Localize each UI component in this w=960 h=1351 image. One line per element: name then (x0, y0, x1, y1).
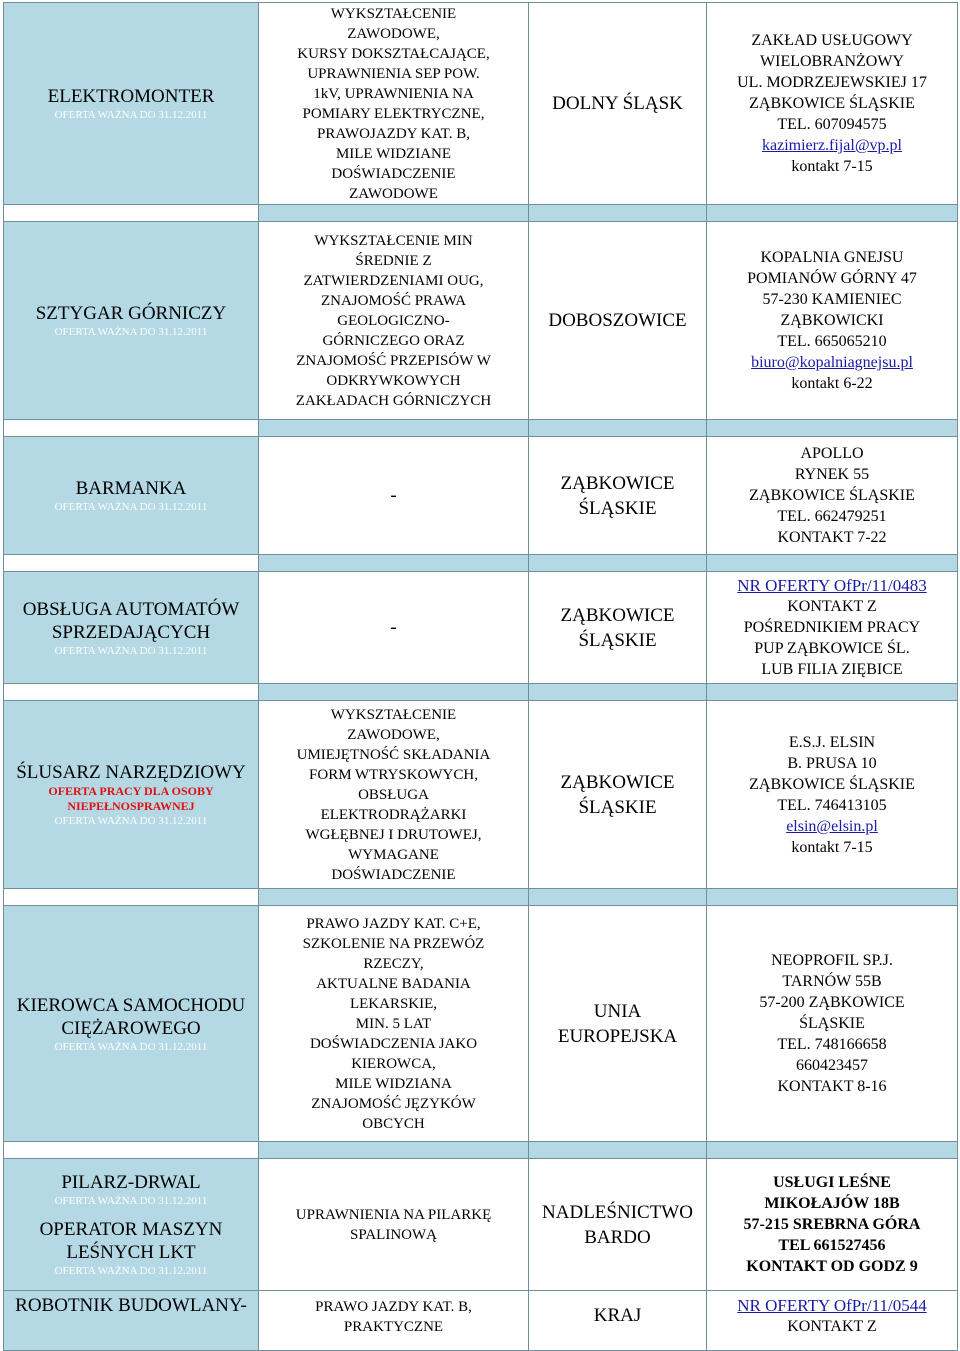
job-title-secondary: OPERATOR MASZYN LEŚNYCH LKT (39, 1219, 223, 1263)
requirement-line: DOŚWIADCZENIA JAKO (309, 1035, 478, 1052)
contact-line: KONTAKT Z (787, 1318, 877, 1335)
requirement-line: MILE WIDZIANA (335, 1075, 452, 1092)
requirement-line: MIN. 5 LAT (355, 1015, 432, 1032)
table-row (4, 1291, 958, 1351)
table-row (4, 701, 958, 889)
requirement-line: KURSY DOKSZTAŁCAJĄCE, (297, 45, 490, 62)
validity-note: OFERTA WAŻNA DO 31.12.2011 (54, 644, 208, 657)
job-title: SZTYGAR GÓRNICZY (35, 303, 227, 324)
place-cell: DOBOSZOWICE (529, 222, 707, 420)
contact-line: TARNÓW 55B (782, 973, 882, 990)
validity-note: OFERTA WAŻNA DO 31.12.2011 (54, 1265, 208, 1277)
contact-line: KONTAKT Z (787, 598, 877, 615)
validity-note: OFERTA WAŻNA DO 31.12.2011 (54, 1195, 208, 1207)
contact-line: ZĄBKOWICE ŚLĄSKIE (749, 775, 915, 793)
requirements-cell (259, 906, 529, 1142)
requirement-line: DOŚWIADCZENIE (331, 866, 456, 883)
table-row (4, 906, 958, 1142)
contact-cell (707, 906, 958, 1142)
offer-number-link[interactable]: NR OFERTY OfPr/11/0544 (737, 1296, 927, 1315)
validity-note: OFERTA WAŻNA DO 31.12.2011 (54, 326, 208, 338)
contact-cell (707, 1159, 958, 1291)
requirement-line: WYKSZTAŁCENIE MIN (314, 232, 473, 249)
contact-line: UL. MODRZEJEWSKIEJ 17 (737, 74, 927, 91)
requirement-line: GEOLOGICZNO- (337, 312, 450, 329)
place-cell: DOLNY ŚLĄSK (529, 3, 707, 205)
requirement-line: ELEKTRODRĄŻARKI (320, 806, 467, 823)
job-title-cell (4, 906, 259, 1142)
contact-line: PUP ZĄBKOWICE ŚL. (754, 640, 910, 657)
requirement-line: ZNAJOMOŚĆ JĘZYKÓW (311, 1095, 476, 1112)
contact-cell (707, 222, 958, 420)
requirements-cell: - (259, 437, 529, 555)
contact-line: NEOPROFIL SP.J. (771, 952, 893, 969)
email-link[interactable]: elsin@elsin.pl (786, 817, 878, 835)
job-title: PILARZ-DRWAL (61, 1172, 201, 1193)
contact-line: TEL 661527456 (778, 1237, 886, 1254)
row-separator (4, 1142, 958, 1159)
requirement-line: LEKARSKIE, (349, 995, 438, 1012)
requirement-line: OBCYCH (362, 1115, 425, 1132)
contact-line: POŚREDNIKIEM PRACY (743, 619, 921, 636)
job-title: ROBOTNIK BUDOWLANY- (15, 1295, 247, 1316)
place-cell: ZĄBKOWICE ŚLĄSKIE (529, 572, 707, 684)
contact-line: LUB FILIA ZIĘBICE (761, 661, 903, 678)
requirement-line: PRAKTYCZNE (343, 1319, 444, 1335)
requirements-cell (259, 3, 529, 205)
job-title: OBSŁUGA AUTOMATÓW SPRZEDAJĄCYCH (22, 598, 240, 643)
requirement-line: ZAWODOWE (349, 185, 438, 202)
contact-line: WIELOBRANŻOWY (760, 53, 904, 70)
contact-line: 57-200 ZĄBKOWICE (759, 994, 905, 1011)
contact-line: ŚLĄSKIE (799, 1015, 865, 1032)
requirement-line: UMIEJĘTNOŚĆ SKŁADANIA (296, 746, 491, 763)
place-cell: UNIA EUROPEJSKA (529, 906, 707, 1142)
requirements-cell (259, 1159, 529, 1291)
contact-line: KONTAKT OD GODZ 9 (746, 1258, 918, 1275)
contact-line: KOPALNIA GNEJSU (760, 249, 904, 266)
job-title-cell (4, 1159, 259, 1291)
contact-cell (707, 3, 958, 205)
job-title-cell (4, 701, 259, 889)
table-row (4, 222, 958, 420)
contact-line: TEL. 665065210 (777, 333, 887, 350)
contact-line: APOLLO (800, 445, 864, 462)
contact-line: POMIANÓW GÓRNY 47 (747, 270, 917, 287)
contact-line: TEL. 607094575 (777, 116, 887, 133)
requirement-line: FORM WTRYSKOWYCH, (309, 766, 478, 783)
requirement-line: ZNAJOMOŚĆ PRZEPISÓW W (296, 352, 491, 369)
requirement-line: ZNAJOMOŚĆ PRAWA (320, 292, 467, 309)
validity-note: OFERTA WAŻNA DO 31.12.2011 (54, 109, 208, 121)
requirement-line: ZAWODOWE, (347, 25, 440, 42)
requirement-line: AKTUALNE BADANIA (316, 975, 471, 992)
job-title: ELEKTROMONTER (47, 86, 215, 107)
place-cell: NADLEŚNICTWO BARDO (529, 1159, 707, 1291)
requirement-line: 1kV, UPRAWNIENIA NA (313, 85, 474, 102)
requirement-line: ŚREDNIE Z (355, 252, 432, 269)
job-title: KIEROWCA SAMOCHODU CIĘŻAROWEGO (16, 994, 246, 1039)
place-cell: ZĄBKOWICE ŚLĄSKIE (529, 437, 707, 555)
requirement-line: OBSŁUGA (358, 786, 429, 803)
contact-line: ZAKŁAD USŁUGOWY (751, 32, 913, 49)
email-link[interactable]: biuro@kopalniagnejsu.pl (751, 354, 913, 371)
requirement-line: ZATWIERDZENIAMI OUG, (303, 272, 484, 289)
requirement-line: SZKOLENIE NA PRZEWÓZ (302, 935, 485, 952)
email-link[interactable]: kazimierz.fijal@vp.pl (761, 137, 902, 154)
contact-hours: kontakt 7-15 (791, 158, 873, 175)
table-row (4, 437, 958, 555)
validity-note: OFERTA WAŻNA DO 31.12.2011 (54, 815, 208, 827)
requirement-line: ZAWODOWE, (347, 726, 440, 743)
requirement-line: ODKRYWKOWYCH (326, 372, 461, 389)
requirement-line: GÓRNICZEGO ORAZ (322, 332, 465, 349)
requirement-line: KIEROWCA, (351, 1055, 436, 1072)
requirements-cell: - (259, 572, 529, 684)
contact-line: KONTAKT 8-16 (777, 1078, 887, 1095)
contact-line: TEL. 746413105 (777, 796, 887, 814)
contact-line: TEL. 748166658 (777, 1036, 887, 1053)
requirements-cell (259, 1291, 529, 1351)
row-separator (4, 420, 958, 437)
requirement-line: MILE WIDZIANE (335, 145, 452, 162)
row-separator (4, 555, 958, 572)
offer-number-link[interactable]: NR OFERTY OfPr/11/0483 (737, 576, 927, 595)
requirement-line: PRAWO JAZDY KAT. B, (315, 1299, 472, 1315)
job-title-cell (4, 222, 259, 420)
requirement-line: SPALINOWĄ (350, 1226, 437, 1243)
validity-note: OFERTA WAŻNA DO 31.12.2011 (54, 501, 208, 513)
contact-line: ZĄBKOWICKI (780, 312, 884, 329)
validity-note: OFERTA WAŻNA DO 31.12.2011 (54, 1040, 208, 1053)
requirement-line: RZECZY, (363, 955, 424, 972)
table-row (4, 572, 958, 684)
contact-hours: kontakt 7-15 (791, 838, 873, 856)
contact-line: 660423457 (796, 1057, 868, 1074)
contact-line: KONTAKT 7-22 (777, 529, 887, 546)
requirements-cell (259, 701, 529, 889)
contact-line: ZĄBKOWICE ŚLĄSKIE (749, 95, 915, 112)
job-title-cell (4, 437, 259, 555)
contact-hours: kontakt 6-22 (791, 375, 873, 392)
contact-line: 57-230 KAMIENIEC (762, 291, 902, 308)
job-title: ŚLUSARZ NARZĘDZIOWY (16, 762, 246, 783)
table-row (4, 1159, 958, 1291)
contact-line: RYNEK 55 (794, 466, 870, 483)
contact-cell (707, 1291, 958, 1351)
row-separator (4, 889, 958, 906)
requirement-line: UPRAWNIENIA NA PILARKĘ (295, 1206, 492, 1223)
job-title-cell (4, 572, 259, 684)
contact-line: ZĄBKOWICE ŚLĄSKIE (749, 487, 915, 504)
contact-cell (707, 437, 958, 555)
requirement-line: PRAWO JAZDY KAT. C+E, (306, 915, 481, 932)
table-row (4, 3, 958, 205)
contact-line: USŁUGI LEŚNE (773, 1174, 891, 1191)
job-title: BARMANKA (75, 478, 187, 499)
requirement-line: UPRAWNIENIA SEP POW. (307, 65, 480, 82)
disabled-offer-note: OFERTA PRACY DLA OSOBY NIEPEŁNOSPRAWNEJ (48, 784, 214, 813)
place-cell: ZĄBKOWICE ŚLĄSKIE (529, 701, 707, 889)
requirement-line: WYKSZTAŁCENIE (330, 5, 457, 22)
requirement-line: WYKSZTAŁCENIE (330, 706, 457, 723)
requirement-line: ZAKŁADACH GÓRNICZYCH (295, 392, 492, 409)
contact-line: TEL. 662479251 (777, 508, 887, 525)
requirement-line: WGŁĘBNEJ I DRUTOWEJ, (305, 826, 482, 843)
contact-line: B. PRUSA 10 (787, 754, 877, 772)
job-title-cell (4, 3, 259, 205)
requirement-line: PRAWOJAZDY KAT. B, (317, 125, 470, 142)
contact-line: MIKOŁAJÓW 18B (764, 1195, 900, 1212)
contact-line: E.S.J. ELSIN (788, 733, 876, 751)
job-title-cell (4, 1291, 259, 1351)
requirements-cell (259, 222, 529, 420)
requirement-line: DOŚWIADCZENIE (331, 165, 456, 182)
requirement-line: WYMAGANE (348, 846, 439, 863)
contact-cell (707, 572, 958, 684)
contact-cell (707, 701, 958, 889)
row-separator (4, 205, 958, 222)
requirement-line: POMIARY ELEKTRYCZNE, (302, 105, 485, 122)
job-offers-table (3, 2, 958, 1351)
contact-line: 57-215 SREBRNA GÓRA (743, 1216, 921, 1233)
row-separator (4, 684, 958, 701)
place-cell: KRAJ (529, 1291, 707, 1351)
